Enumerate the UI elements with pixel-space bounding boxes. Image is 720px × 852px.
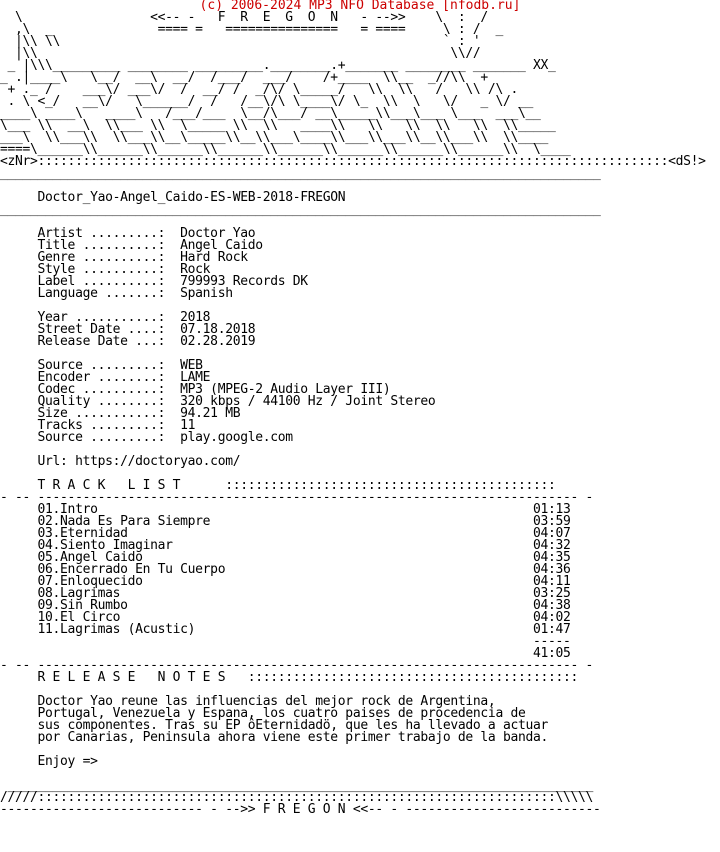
nfo-content: \ <<-- - F R E G O N - -->> \ : / ,\ _ ==== = =============== = ==== \ : / _ |\\ \\ ` : ' |\\ \\// _ |\\\_________ ________ _________.________.+_______ ________ _______ XX_ _ .|____\ \__/ __\ __/ /___/ ___/ /+____ \\__ _//\\ + + ._ / ___\/ ___\/ / __/ / _/\/ \_____/ \\ \\ / \\ /\ . . \ <_/ __\/ \______/ / /__\/\ \____\/ \_ \\ \ \/ _ \/ __ ____\ ____\ ____\ /___/___ \__/\___/ __\_____\\___\___ \___ ___\__ \___ \\ __\ \\___ \\ \_____ \\ \\ ____\\ \\ \\ \\ \\ \\_____ ___\ \\___\\ \\___\\__\_____\\__\\___\____\\___\\___\\__\\___\\ \\____ ====\______\\______\\______\\______\\______\\______\\______\\______\\ \____ <zNr>::::::::::::::::::::::::::::::::::::::::::::::::::::::::::::::::::::::::::::::::::::<dS!> ________________________________________________________________________________ Doctor_Yao-Angel_Caido-ES-WEB-2018-FREGON ________________________________________________________________________________ Artist .........: Doctor Yao Title ..........: Angel Caido Genre ..........: Hard Rock Style ..........: Rock Label ..........: 799993 Records DK Language .......: Spanish Year ...........: 2018 Street Date ....: 07.18.2018 Release Date ...: 02.28.2019 Source .........: WEB Encoder ........: LAME Codec ..........: MP3 (MPEG-2 Audio Layer III) Quality ........: 320 kbps / 44100 Hz / Joint Stereo Size ...........: 94.21 MB Tracks .........: 11 Source .........: play.google.com Url: https://doctoryao.com/ T R A C K L I S T :::::::::::::::::::::::::::::::::::::::::::: - -- ------------------------------------------------------------------------ - 01.Intro 01:13 02.Nada Es Para Siempre 03:59 03.Eternidad 04:07 04.Siento Imaginar 04:32 05.Angel Caido 04:35 06.Encerrado En Tu Cuerpo 04:36 07.Enloquecido 04:11 08.Lagrimas 03:25 09.Sin Rumbo 04:38 10.El Circo 04:02 11.Lagrimas (Acustic) 01:47 ----- 41:05 - -- ------------------------------------------------------------------------ - R E L E A S E N O T E S :::::::::::::::::::::::::::::::::::::::::::: Doctor Yao reune las influencias del mejor rock de Argentina, Portugal, Venezuela y Espana, los cuatro paises de procedencia de sus componentes. Tras su EP ôEternidadö, que les ha llevado a actuar por Canarias, Peninsula ahora viene este primer trabajo de la banda. Enjoy => ______________________________________________________________________________ /////:::::::::::::::::::::::::::::::::::::::::::::::::::::::::::::::::::::\\\\\ --------------------------- - -->> F R E G O N <<-- - -------------------------- xyxy=(0,10,706,817)
page-title: (c) 2006-2024 MP3 NFO Database [nfodb.ru] xyxy=(199,0,521,13)
